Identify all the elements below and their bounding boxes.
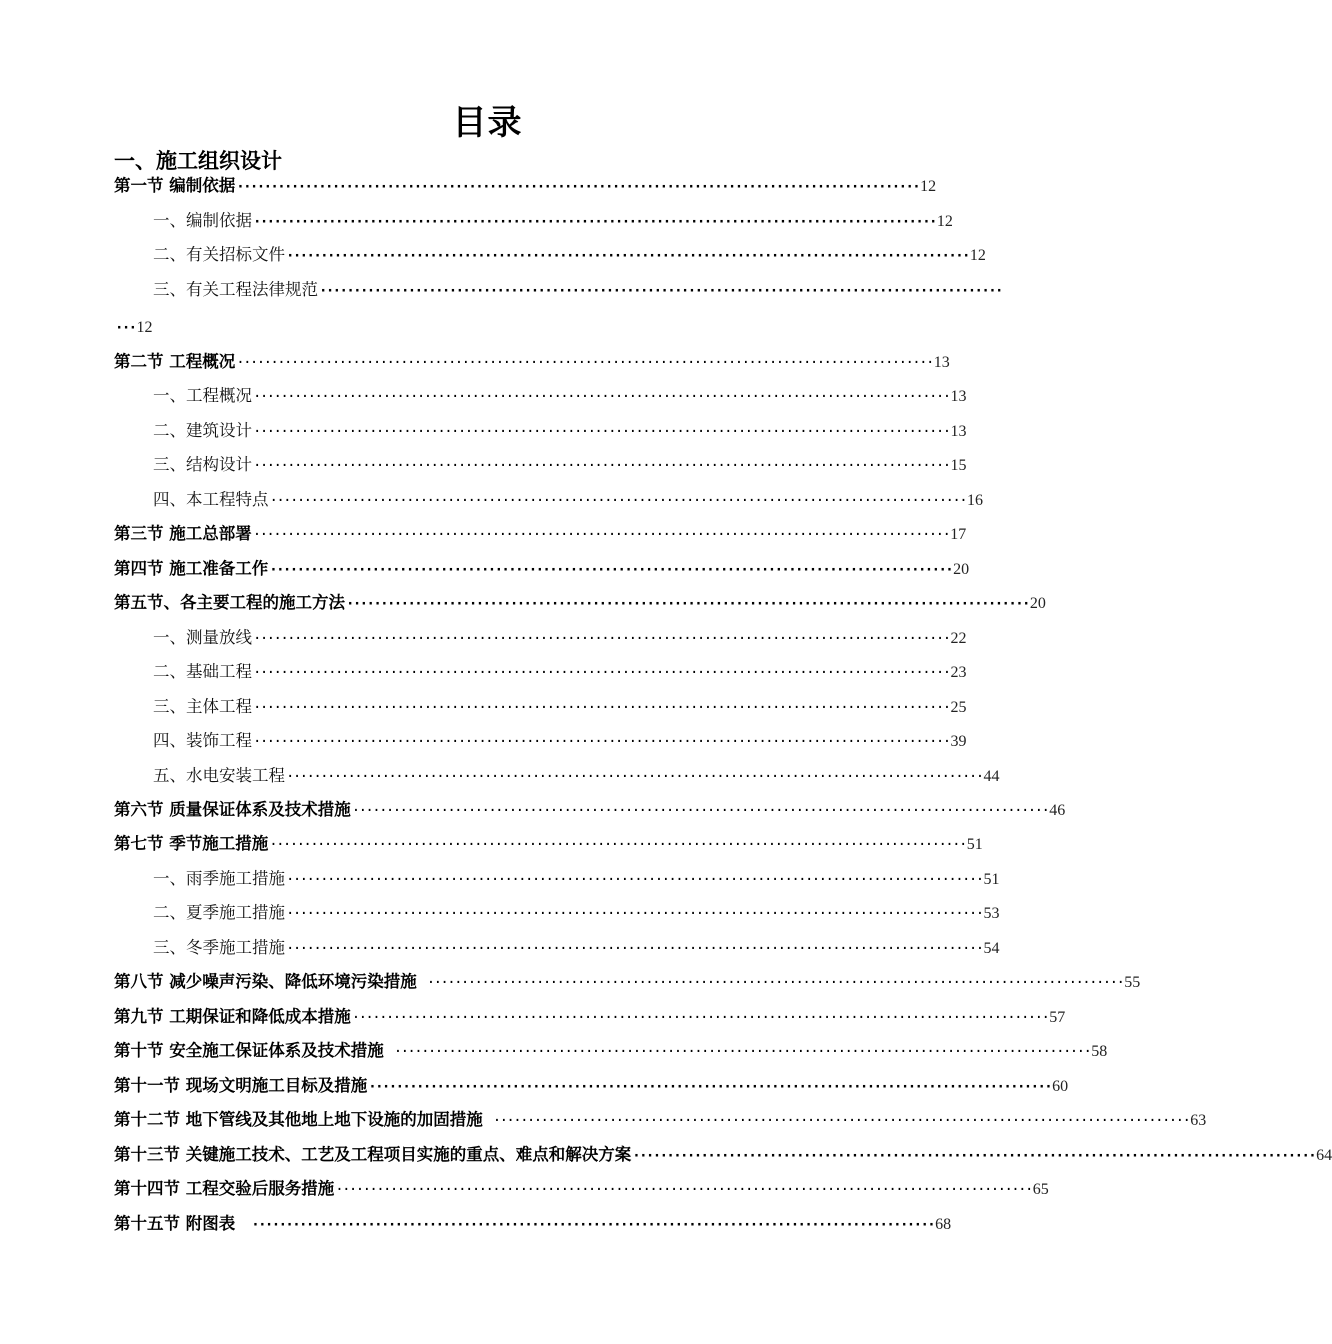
toc-entry-page: 65 [1032,1181,1049,1198]
toc-entry-page: 23 [950,664,967,681]
dot-leader: ···································································································· [346,596,1029,612]
toc-entry[interactable] [153,626,967,650]
dot-leader: ······································································································ [269,493,967,509]
toc-entry-page: 44 [983,768,1000,785]
toc-entry-page: 12 [969,247,986,264]
toc-entry-page: 58 [1091,1043,1108,1060]
toc-entry-label: 一、雨季施工措施 [153,869,285,888]
toc-entry-label: 第十五节 附图表 [114,1214,236,1233]
toc-entry[interactable] [153,729,967,753]
toc-entry[interactable] [153,901,1000,925]
dot-leader: ······································································································ [269,837,966,853]
dot-leader: ···································································································· [269,562,953,578]
toc-entry-label: 三、有关工程法律规范 [153,280,318,299]
toc-entry-page: 39 [950,733,967,750]
dot-leader: ······································································································ [286,906,983,922]
toc-entry[interactable] [114,1074,1069,1098]
dot-leader: ······································································································ [253,631,950,647]
toc-entry[interactable] [153,384,967,408]
toc-entry[interactable] [153,695,967,719]
dot-leader: ······································································································ [286,872,983,888]
toc-entry-page: 46 [1049,802,1066,819]
toc-entry[interactable] [114,1177,1049,1201]
dot-leader: ······································································································ [253,424,950,440]
dot-leader: ······································································································ [393,1044,1091,1060]
toc-entry[interactable] [153,764,1000,788]
dot-leader: ······································································································ [492,1113,1190,1129]
toc-entry-page: 16 [967,492,984,509]
toc-entry-label: 四、本工程特点 [153,490,269,509]
toc-entry-page: 17 [950,526,967,543]
dot-leader: ······································································································ [253,389,950,405]
toc-entry[interactable] [114,970,1141,994]
toc-entry-page: 55 [1124,974,1141,991]
toc-entry-page: 13 [933,354,950,371]
toc-entry-label: 二、基础工程 [153,662,252,681]
toc-entry[interactable] [153,936,1000,960]
toc-entry-page: 20 [1029,595,1046,612]
toc-entry[interactable] [114,832,983,856]
dot-leader: ······································································································ [253,458,950,474]
toc-entry-page: 15 [950,457,967,474]
toc-entry-page: 20 [953,561,970,578]
toc-entry[interactable] [114,557,970,581]
toc-entry-label: 四、装饰工程 [153,731,252,750]
toc-entry[interactable] [153,278,1002,302]
toc-entry-label: 第十二节 地下管线及其他地上地下设施的加固措施 [114,1110,483,1129]
toc-entry-label: 一、测量放线 [153,628,252,647]
toc-entry[interactable] [153,867,1000,891]
toc-entry-label: 第十三节 关键施工技术、工艺及工程项目实施的重点、难点和解决方案 [114,1145,632,1164]
toc-entry[interactable] [114,174,937,198]
dot-leader: ···································································································· [319,283,1002,299]
dot-leader: ···································································································· [286,248,969,264]
dot-leader: ···································································································· [632,1148,1316,1164]
document-title: 目录 [452,103,523,143]
dot-leader: ······································································································ [253,734,950,750]
dot-leader: ······································································································ [253,700,950,716]
toc-entry-label: 五、水电安装工程 [153,766,285,785]
toc-entry[interactable] [153,453,967,477]
dot-leader: ···································································································· [251,1217,935,1233]
toc-entry-label: 第四节 施工准备工作 [114,559,269,578]
toc-entry-label: 三、冬季施工措施 [153,938,285,957]
toc-entry[interactable] [114,522,967,546]
toc-entry-label: 第十节 安全施工保证体系及技术措施 [114,1041,384,1060]
toc-entry-page: 51 [966,836,983,853]
toc-entry-label: 第六节 质量保证体系及技术措施 [114,800,351,819]
dot-leader: ······································································································ [236,355,933,371]
toc-entry-page: 13 [950,423,967,440]
toc-entry-page: 12 [936,213,953,230]
toc-entry[interactable] [114,1039,1108,1063]
toc-entry-page: 22 [950,630,967,647]
dot-leader: ···································································································· [368,1079,1052,1095]
toc-entry-label: 第二节 工程概况 [114,352,236,371]
toc-entry[interactable] [114,1212,952,1236]
toc-entry[interactable] [114,591,1046,615]
toc-entry[interactable] [114,798,1066,822]
dot-leader: ······································································································ [253,665,950,681]
toc-entry[interactable] [114,350,950,374]
toc-entry-page: 25 [950,699,967,716]
toc-entry-page: 12 [920,178,937,195]
dot-leader: ······································································································ [351,803,1049,819]
toc-entry-page: 64 [1316,1147,1332,1164]
dot-leader: ··· [115,320,136,336]
toc-entry-label: 第一节 编制依据 [114,176,236,195]
toc-entry[interactable] [153,243,986,267]
toc-entry-label: 二、夏季施工措施 [153,903,285,922]
toc-entry[interactable] [114,1005,1066,1029]
toc-entry-label: 第十一节 现场文明施工目标及措施 [114,1076,368,1095]
toc-entry[interactable] [153,660,967,684]
toc-entry[interactable] [114,1143,1332,1167]
toc-entry-label: 三、主体工程 [153,697,252,716]
dot-leader: ···································································································· [236,179,920,195]
toc-entry-page: 53 [983,905,1000,922]
toc-entry[interactable] [153,419,967,443]
toc-entry-label: 二、有关招标文件 [153,245,285,264]
toc-entry-label: 第三节 施工总部署 [114,524,252,543]
toc-entry-continuation [114,316,153,340]
toc-entry-label: 二、建筑设计 [153,421,252,440]
toc-entry[interactable] [153,209,953,233]
toc-entry-label: 一、工程概况 [153,386,252,405]
toc-entry-label: 三、结构设计 [153,455,252,474]
toc-entry-page: 60 [1052,1078,1069,1095]
toc-entry[interactable] [114,1108,1207,1132]
toc-entry[interactable] [153,488,984,512]
toc-entry-label: 第十四节 工程交验后服务措施 [114,1179,335,1198]
dot-leader: ······································································································ [286,769,983,785]
dot-leader: ···································································································· [253,214,936,230]
toc-entry-label: 第七节 季节施工措施 [114,834,269,853]
toc-entry-page: 57 [1049,1009,1066,1026]
toc-entry-page: 63 [1190,1112,1207,1129]
toc-entry-page: 12 [136,319,153,336]
dot-leader: ······································································································ [351,1010,1049,1026]
toc-entry-label: 第八节 减少噪声污染、降低环境污染措施 [114,972,417,991]
toc-entry-label: 第九节 工期保证和降低成本措施 [114,1007,351,1026]
toc-entry-page: 68 [935,1216,952,1233]
toc-entry-label: 第五节、各主要工程的施工方法 [114,593,345,612]
dot-leader: ······································································································ [426,975,1124,991]
dot-leader: ······································································································ [335,1182,1032,1198]
toc-entry-page: 13 [950,388,967,405]
part-heading: 一、施工组织设计 [114,149,282,173]
toc-entry-page: 51 [983,871,1000,888]
dot-leader: ······································································································ [286,941,983,957]
dot-leader: ······································································································ [252,527,950,543]
toc-entry-label: 一、编制依据 [153,211,252,230]
toc-entry-page: 54 [983,940,1000,957]
